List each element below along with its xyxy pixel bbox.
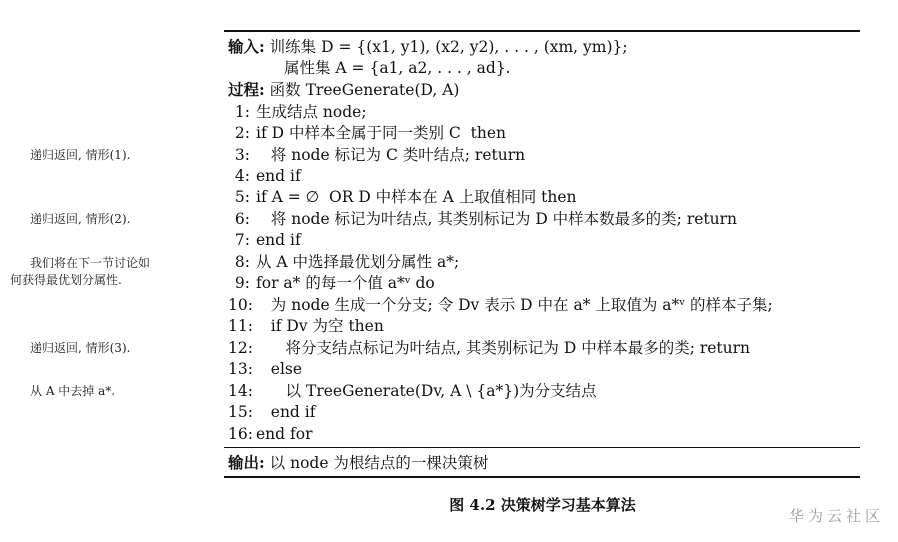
process-text: 函数 TreeGenerate(D, A) (269, 81, 460, 99)
step-12 (228, 338, 750, 358)
step-14 (228, 381, 597, 401)
input-text-2: 属性集 A = {a1, a2, . . . , ad}. (284, 59, 511, 77)
step-number: 2: (234, 124, 250, 142)
output-text: 以 node 为根结点的一棵决策树 (269, 454, 489, 472)
step-15 (228, 402, 315, 422)
figure-caption (0, 494, 898, 515)
margin-note-case-3: 递归返回, 情形(3). (30, 341, 131, 355)
step-text: else (256, 360, 303, 378)
input-line-1 (228, 37, 628, 57)
step-number: 4: (234, 167, 250, 185)
step-6 (228, 209, 737, 229)
step-text: 从 A 中选择最优划分属性 a*; (256, 253, 460, 271)
step-10 (228, 295, 773, 315)
separator-rule (224, 447, 860, 448)
step-number: 3: (234, 146, 250, 164)
step-number: 9: (234, 274, 250, 292)
margin-note-case-1: 递归返回, 情形(1). (30, 148, 131, 162)
step-number: 8: (234, 253, 250, 271)
step-text: 将 node 标记为叶结点, 其类别标记为 D 中样本数最多的类; return (256, 210, 738, 228)
input-label: 输入: (228, 37, 265, 56)
step-text: end if (256, 403, 316, 421)
step-text: 将 node 标记为 C 类叶结点; return (256, 146, 526, 164)
step-text: 生成结点 node; (256, 103, 367, 121)
step-number: 5: (234, 188, 250, 206)
step-text: if A = ∅ OR D 中样本在 A 上取值相同 then (256, 188, 577, 206)
step-number: 10: (228, 296, 253, 314)
step-number: 1: (234, 103, 250, 121)
step-4 (228, 166, 301, 186)
top-rule (224, 30, 860, 32)
process-line (228, 80, 459, 100)
process-label: 过程: (228, 80, 265, 99)
step-number: 12: (228, 339, 253, 357)
step-5 (228, 187, 577, 207)
output-line (228, 453, 488, 473)
step-text: for a* 的每一个值 a*ᵛ do (256, 274, 435, 292)
input-line-2 (284, 58, 511, 78)
step-number: 14: (228, 382, 253, 400)
step-number: 13: (228, 360, 253, 378)
figure-label: 图 4.2 (449, 496, 496, 514)
step-9 (228, 273, 435, 293)
step-7 (228, 230, 301, 250)
step-number: 11: (228, 317, 253, 335)
step-3 (228, 145, 525, 165)
step-16 (228, 424, 312, 444)
step-number: 15: (228, 403, 253, 421)
watermark: 华为云社区 (788, 507, 884, 525)
step-text: end if (256, 167, 301, 185)
step-text: end for (256, 425, 313, 443)
step-text: 为 node 生成一个分支; 令 Dv 表示 D 中在 a* 上取值为 a*ᵛ 的样本子集; (256, 296, 773, 314)
step-text: 以 TreeGenerate(Dv, A \ {a*})为分支结点 (256, 382, 597, 400)
step-text: 将分支结点标记为叶结点, 其类别标记为 D 中样本最多的类; return (256, 339, 751, 357)
margin-note-optimal-attr-2: 何获得最优划分属性. (10, 273, 122, 287)
step-number: 6: (234, 210, 250, 228)
input-text-1: 训练集 D = {(x1, y1), (x2, y2), . . . , (xm, ym)}; (269, 38, 628, 56)
step-8 (228, 252, 459, 272)
output-label: 输出: (228, 453, 265, 472)
bottom-rule (224, 476, 860, 478)
margin-note-remove-attr: 从 A 中去掉 a*. (30, 384, 116, 398)
step-1 (228, 102, 367, 122)
step-text: end if (256, 231, 301, 249)
step-11 (228, 316, 384, 336)
step-text: if Dv 为空 then (256, 317, 384, 335)
margin-note-case-2: 递归返回, 情形(2). (30, 212, 131, 226)
margin-note-optimal-attr-1: 我们将在下一节讨论如 (30, 256, 151, 270)
figure-title: 决策树学习基本算法 (500, 496, 636, 514)
step-2 (228, 123, 506, 143)
step-13 (228, 359, 302, 379)
step-number: 16: (228, 425, 253, 443)
step-number: 7: (234, 231, 250, 249)
step-text: if D 中样本全属于同一类别 C then (256, 124, 506, 142)
